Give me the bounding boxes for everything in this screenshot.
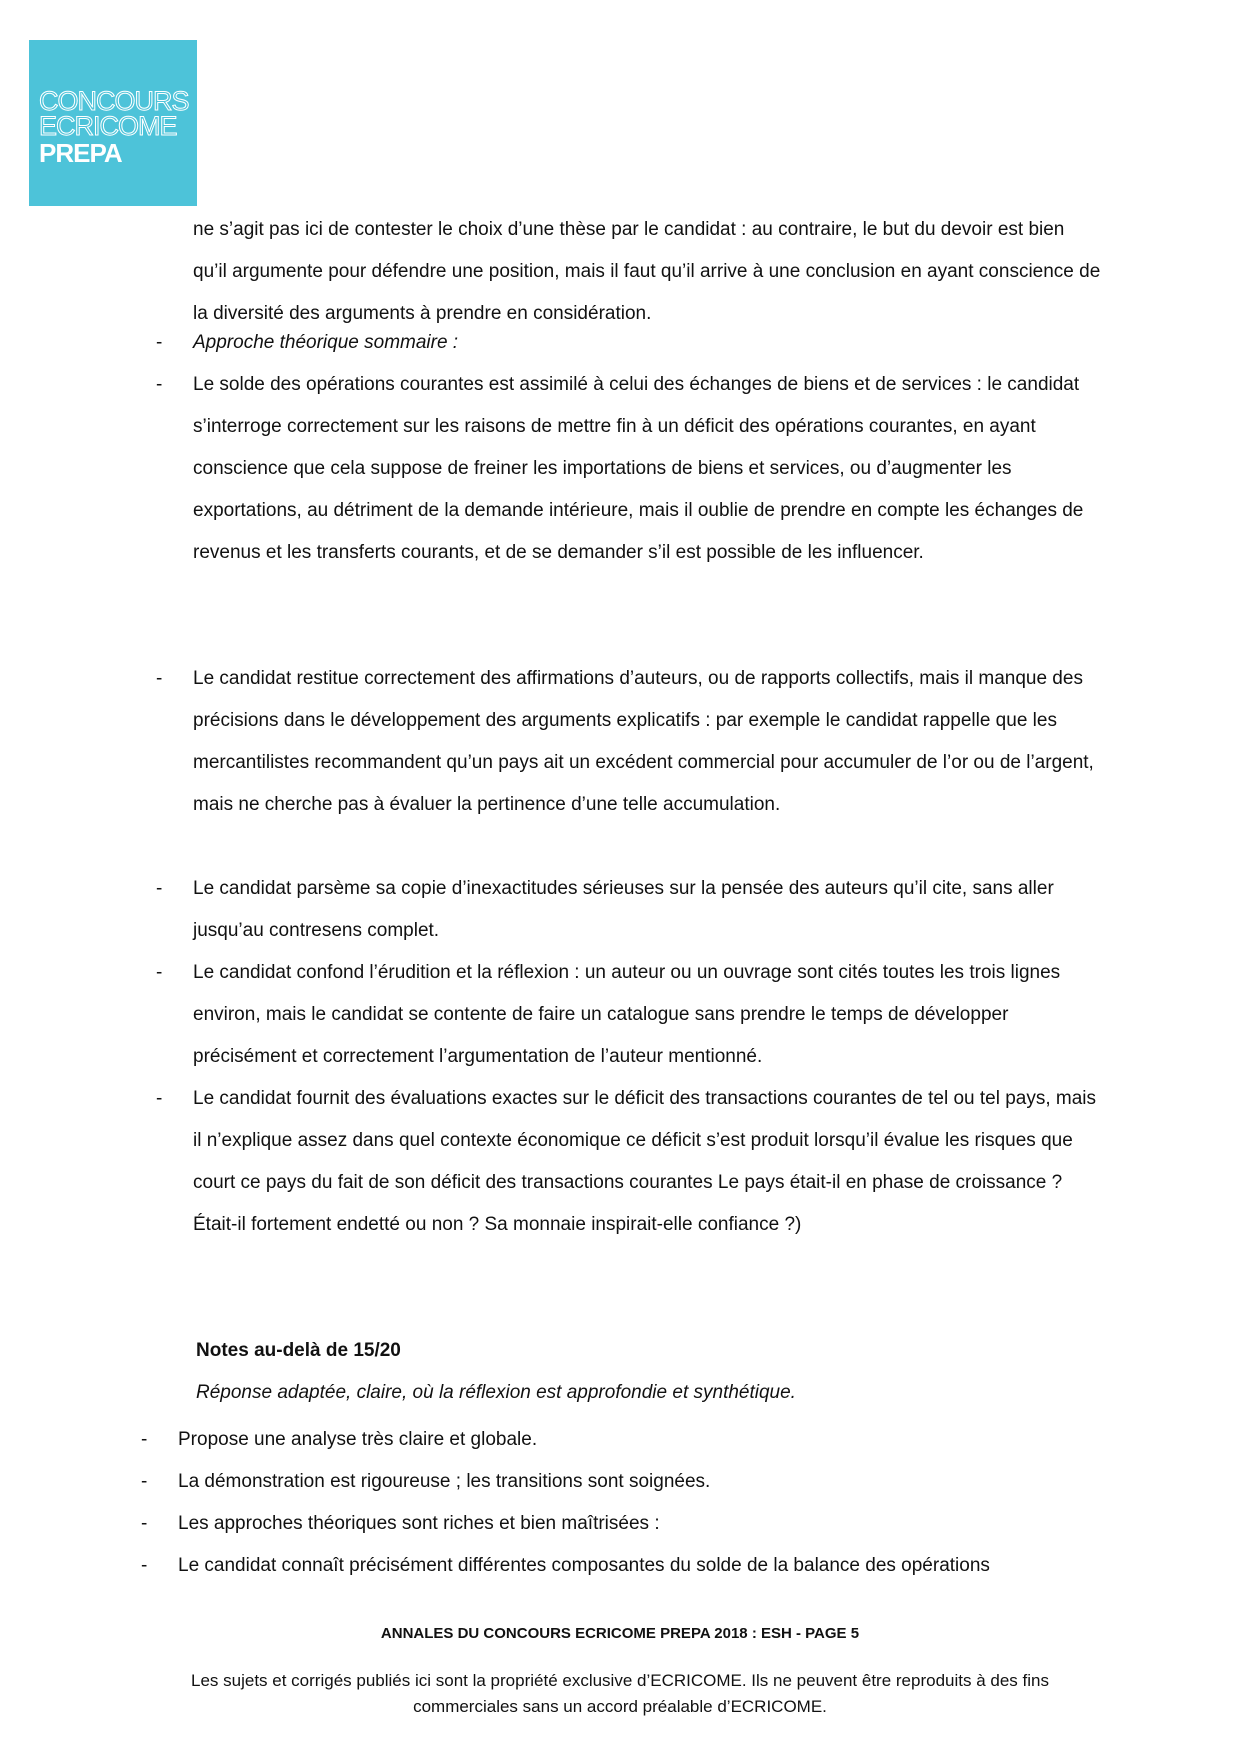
footer-copyright-note: Les sujets et corrigés publiés ici sont la propriété exclusive d’ECRICOME. Ils ne peuvent être reproduits à des fins commerciales sans un accord préalable d’ECRICOME. — [191, 1671, 1049, 1716]
section-heading: Notes au-delà de 15/20 — [196, 1340, 401, 1361]
intro-paragraph: ne s’agit pas ici de contester le choix d’une thèse par le candidat : au contraire, le but du devoir est bien qu’il argumente pour défendre une position, mais il faut qu’il arrive à une conclusion en ayant conscience de la diversité des arguments à prendre en considération. — [193, 219, 1101, 324]
bullet-dash: - — [141, 1513, 148, 1534]
list-item-text: La démonstration est rigoureuse ; les transitions sont soignées. — [178, 1471, 711, 1492]
bullet-dash: - — [141, 1429, 148, 1450]
bullet-dash: - — [141, 1471, 148, 1492]
logo-line-prepa: PREPA — [39, 138, 122, 168]
list-item-text: Le candidat connaît précisément différentes composantes du solde de la balance des opérations — [178, 1555, 990, 1576]
bullet-dash: - — [156, 668, 163, 689]
logo-line-concours: CONCOURS — [39, 86, 189, 116]
footer-title: ANNALES DU CONCOURS ECRICOME PREPA 2018 : ESH - PAGE 5 — [380, 1625, 860, 1642]
list-item-text: Le candidat confond l’érudition et la réflexion : un auteur ou un ouvrage sont cités toutes les trois lignes environ, mais le candidat se contente de faire un catalogue sans prendre le temps de développer précisément et correctement l’argumentation de l’auteur mentionné. — [193, 962, 1061, 1067]
list-item-text: Les approches théoriques sont riches et bien maîtrisées : — [178, 1513, 660, 1534]
bullet-dash: - — [156, 332, 163, 353]
section-subheading: Réponse adaptée, claire, où la réflexion est approfondie et synthétique. — [196, 1382, 796, 1403]
list-item-text: Le solde des opérations courantes est assimilé à celui des échanges de biens et de services : le candidat s’interroge correctement sur les raisons de mettre fin à un déficit des opérations courantes, en ayant conscience que cela suppose de freiner les importations de biens et services, ou d’augmenter les exportations, au détriment de la demande intérieure, mais il oublie de prendre en compte les échanges de revenus et les transferts courants, et de se demander s’il est possible de les influencer. — [193, 374, 1084, 563]
ecricome-logo — [29, 40, 197, 206]
bullet-dash: - — [156, 878, 163, 899]
list-item-text: Le candidat fournit des évaluations exactes sur le déficit des transactions courantes de tel ou tel pays, mais il n’explique assez dans quel contexte économique ce déficit s’est produit lorsqu’il évalue les risques que court ce pays du fait de son déficit des transactions courantes Le pays était-il en phase de croissance ? Était-il fortement endetté ou non ? Sa monnaie inspirait-elle confiance ?) — [193, 1088, 1097, 1235]
list-item-text: Le candidat restitue correctement des affirmations d’auteurs, ou de rapports collectifs, mais il manque des précisions dans le développement des arguments explicatifs : par exemple le candidat rappelle que les mercantilistes recommandent qu’un pays ait un excédent commercial pour accumuler de l’or ou de l’argent, mais ne cherche pas à évaluer la pertinence d’une telle accumulation. — [193, 668, 1094, 815]
list-item-text: Propose une analyse très claire et globale. — [178, 1429, 538, 1450]
bullet-dash: - — [156, 374, 163, 395]
bullet-dash: - — [141, 1555, 148, 1576]
logo-line-ecricome: ECRICOME — [39, 111, 177, 141]
bullet-dash: - — [156, 1088, 163, 1109]
bullet-dash: - — [156, 962, 163, 983]
list-item-text: Approche théorique sommaire : — [193, 332, 459, 353]
list-item-text: Le candidat parsème sa copie d’inexactitudes sérieuses sur la pensée des auteurs qu’il cite, sans aller jusqu’au contresens complet. — [193, 878, 1054, 941]
